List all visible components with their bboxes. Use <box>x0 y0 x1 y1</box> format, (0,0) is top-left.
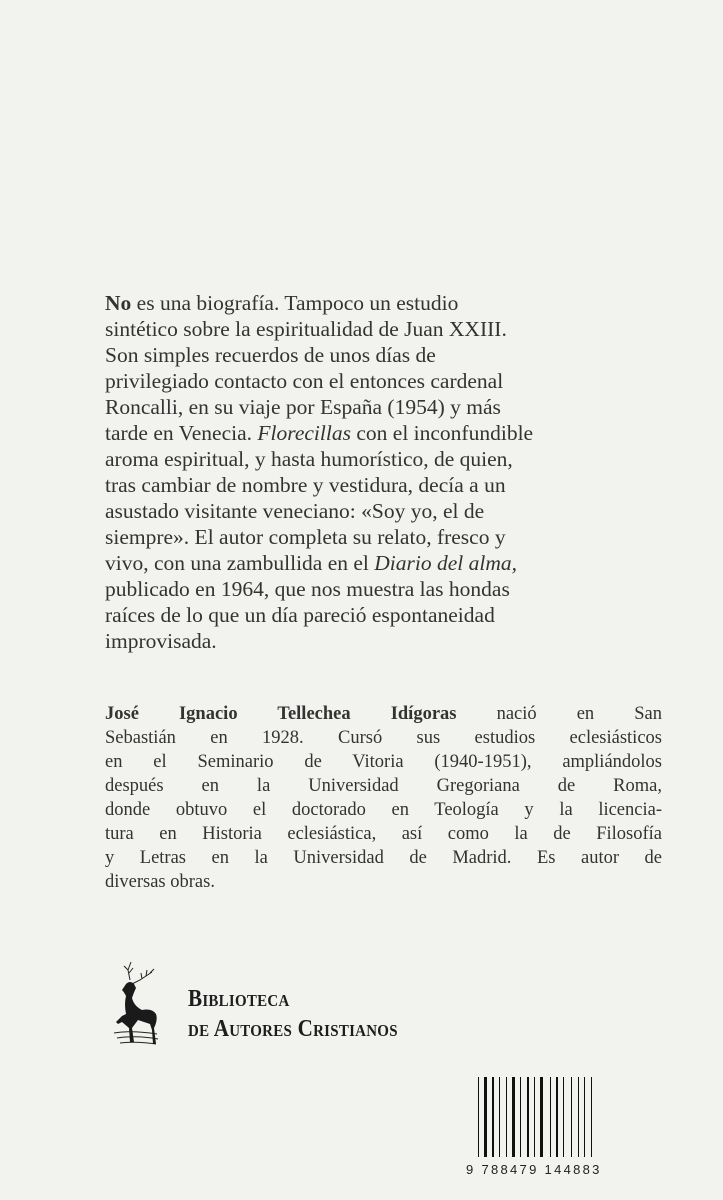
author-bio <box>105 702 662 894</box>
barcode-bar <box>484 1077 487 1157</box>
text-segment: diversas obras. <box>105 872 215 892</box>
barcode-bar <box>584 1077 585 1157</box>
text-segment: tura en Historia eclesiástica, así como la de Filosofía <box>105 824 662 844</box>
text-segment: en el Seminario de Vitoria (1940-1951), ampliándolos <box>105 752 662 772</box>
text-line <box>105 870 662 894</box>
text-line <box>105 316 665 342</box>
barcode-bar <box>520 1077 521 1157</box>
text-segment: José Ignacio Tellechea Idígoras <box>105 704 457 724</box>
text-line <box>105 628 665 654</box>
text-line <box>105 420 665 446</box>
barcode-bar <box>550 1077 551 1157</box>
text-line <box>105 472 665 498</box>
barcode-bar <box>591 1077 592 1157</box>
text-line <box>105 576 665 602</box>
text-segment: donde obtuvo el doctorado en Teología y la licencia- <box>105 800 662 820</box>
text-segment: es una biografía. Tampoco un estudio <box>131 291 459 315</box>
text-segment: tras cambiar de nombre y vestidura, decía a un <box>105 473 506 497</box>
text-segment: tarde en Venecia. <box>105 421 258 445</box>
barcode-bar <box>534 1077 535 1157</box>
barcode-bar <box>527 1077 529 1157</box>
text-line <box>105 524 665 550</box>
text-segment: Florecillas <box>257 421 351 445</box>
text-line <box>105 342 665 368</box>
text-line <box>105 726 662 750</box>
text-segment: improvisada. <box>105 629 217 653</box>
publisher-logo-text <box>188 984 398 1044</box>
barcode-bar <box>499 1077 500 1157</box>
barcode-bar <box>492 1077 494 1157</box>
publisher-name-line1: Biblioteca <box>188 986 290 1012</box>
barcode-bar <box>540 1077 543 1157</box>
text-segment: vivo, con una zambullida en el <box>105 551 375 575</box>
barcode-bar <box>556 1077 558 1157</box>
text-segment: y Letras en la Universidad de Madrid. Es autor de <box>105 848 662 868</box>
text-segment: asustado visitante veneciano: «Soy yo, el de <box>105 499 485 523</box>
isbn-barcode <box>478 1077 618 1161</box>
text-segment: privilegiado contacto con el entonces cardenal <box>105 369 504 393</box>
text-segment: Diario del alma, <box>374 551 517 575</box>
barcode-bar <box>506 1077 507 1157</box>
text-line <box>105 602 665 628</box>
text-segment: No <box>105 291 132 315</box>
text-segment: Son simples recuerdos de unos días de <box>105 343 436 367</box>
text-line <box>105 550 665 576</box>
text-segment: raíces de lo que un día pareció espontaneidad <box>105 603 495 627</box>
text-line <box>105 368 665 394</box>
text-segment: Roncalli, en su viaje por España (1954) y más <box>105 395 501 419</box>
text-line <box>105 446 665 472</box>
text-segment: siempre». El autor completa su relato, fresco y <box>105 525 506 549</box>
barcode-bar <box>478 1077 479 1157</box>
book-description <box>105 290 665 654</box>
text-segment: con el inconfundible <box>350 421 534 445</box>
text-line <box>105 846 662 870</box>
text-line <box>105 822 662 846</box>
publisher-name-line2: de Autores Cristianos <box>188 1016 398 1042</box>
text-segment: publicado en 1964, que nos muestra las hondas <box>105 577 510 601</box>
text-line <box>105 290 665 316</box>
text-segment: sintético sobre la espiritualidad de Juan XXIII. <box>105 317 507 341</box>
text-line <box>105 498 665 524</box>
isbn-number: 9 788479 144883 <box>466 1162 602 1177</box>
text-line <box>105 750 662 774</box>
deer-icon <box>112 958 172 1052</box>
barcode-bars <box>478 1077 618 1157</box>
text-line <box>105 394 665 420</box>
barcode-bar <box>563 1077 564 1157</box>
text-segment: después en la Universidad Gregoriana de Roma, <box>105 776 662 796</box>
barcode-bar <box>571 1077 572 1157</box>
text-segment: Sebastián en 1928. Cursó sus estudios eclesiásticos <box>105 728 662 748</box>
text-line <box>105 798 662 822</box>
barcode-bar <box>512 1077 515 1157</box>
text-line <box>105 774 662 798</box>
text-segment: nació en San <box>456 704 663 724</box>
barcode-bar <box>578 1077 579 1157</box>
text-line <box>105 702 662 726</box>
text-segment: aroma espiritual, y hasta humorístico, de quien, <box>105 447 513 471</box>
